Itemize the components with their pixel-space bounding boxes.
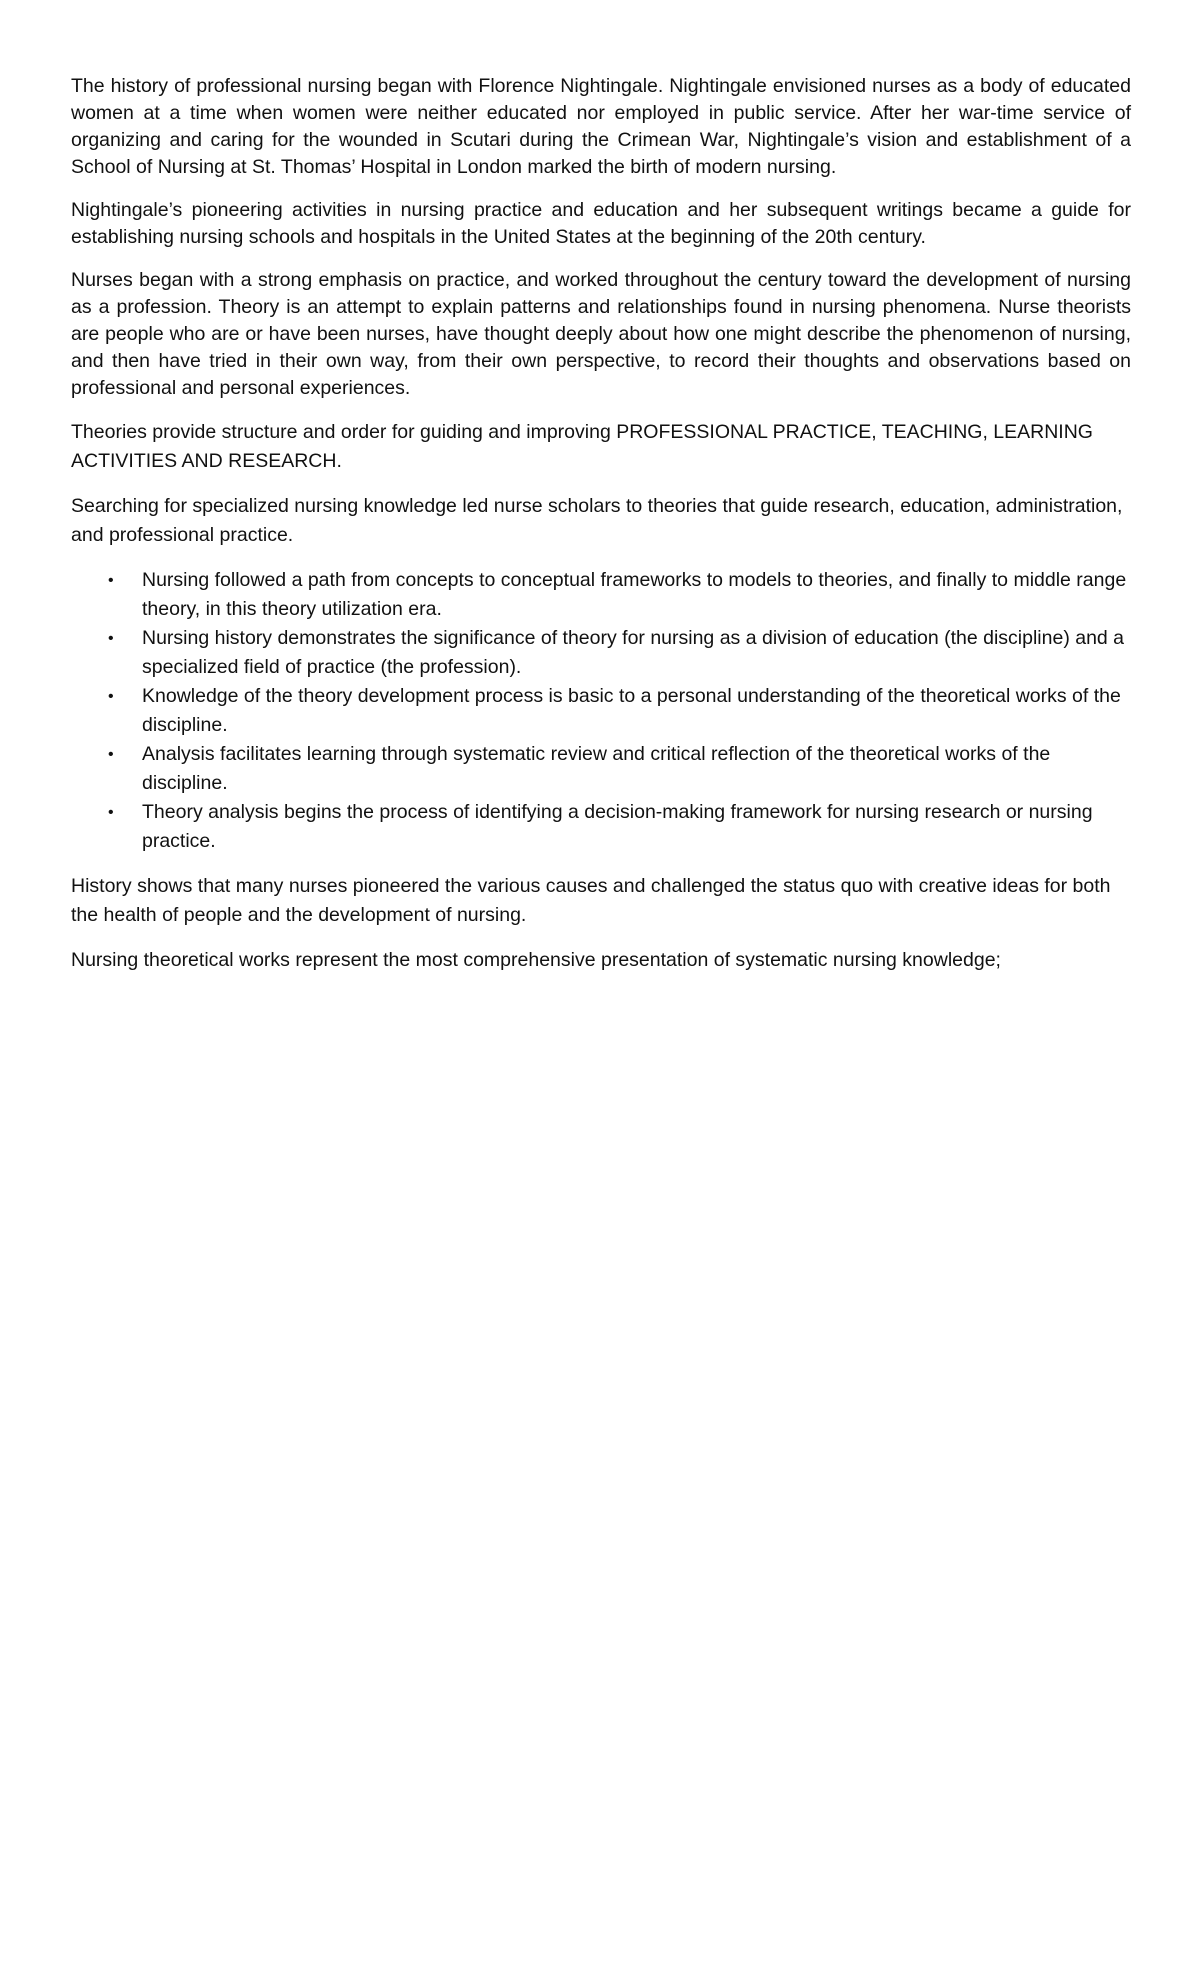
list-item-text: Nursing followed a path from concepts to conceptual frameworks to models to theories, and finally to middle range theory, in this theory utilization era. <box>142 569 1127 620</box>
bullet-list <box>71 566 1131 856</box>
list-item-text: Knowledge of the theory development process is basic to a personal understanding of the theoretical works of the discipline. <box>142 685 1121 736</box>
paragraph-structure: Theories provide structure and order for guiding and improving PROFESSIONAL PRACTICE, TEACHING, LEARNING ACTIVITIES AND RESEARCH. <box>71 421 1093 472</box>
list-item <box>71 682 1131 740</box>
bullet-icon: • <box>108 746 114 763</box>
list-item <box>71 740 1131 798</box>
list-item-text: Nursing history demonstrates the significance of theory for nursing as a division of education (the discipline) and a specialized field of practice (the profession). <box>142 627 1125 678</box>
list-item <box>71 624 1131 682</box>
bullet-icon: • <box>108 572 114 589</box>
paragraph-theoretical-works: Nursing theoretical works represent the most comprehensive presentation of systematic nursing knowledge; <box>71 949 1001 971</box>
list-item-text: Theory analysis begins the process of identifying a decision-making framework for nursing research or nursing practice. <box>142 801 1093 852</box>
list-item-text: Analysis facilitates learning through systematic review and critical reflection of the theoretical works of the discipline. <box>142 743 1051 794</box>
paragraph-theory: Nurses began with a strong emphasis on practice, and worked throughout the century toward the development of nursing as a profession. Theory is an attempt to explain patterns and relationships found in nursing phenomena. Nurse theorists are people who are or have been nurses, have thought deeply about how one might describe the phenomenon of nursing, and then have tried in their own way, from their own perspective, to record their thoughts and observations based on professional and personal experiences. <box>71 269 1131 399</box>
document-page <box>71 73 1131 991</box>
list-item <box>71 566 1131 624</box>
paragraph-searching: Searching for specialized nursing knowledge led nurse scholars to theories that guide research, education, administration, and professional practice. <box>71 495 1123 546</box>
bullet-icon: • <box>108 630 114 647</box>
paragraph-pioneering: Nightingale’s pioneering activities in nursing practice and education and her subsequent writings became a guide for establishing nursing schools and hospitals in the United States at the beginning of the 20th century. <box>71 199 1131 248</box>
bullet-icon: • <box>108 688 114 705</box>
paragraph-history: The history of professional nursing began with Florence Nightingale. Nightingale envisioned nurses as a body of educated women at a time when women were neither educated nor employed in public service. After her war-time service of organizing and caring for the wounded in Scutari during the Crimean War, Nightingale’s vision and establishment of a School of Nursing at St. Thomas’ Hospital in London marked the birth of modern nursing. <box>71 75 1131 178</box>
bullet-icon: • <box>108 804 114 821</box>
list-item <box>71 798 1131 856</box>
paragraph-pioneers: History shows that many nurses pioneered the various causes and challenged the status quo with creative ideas for both the health of people and the development of nursing. <box>71 875 1111 926</box>
